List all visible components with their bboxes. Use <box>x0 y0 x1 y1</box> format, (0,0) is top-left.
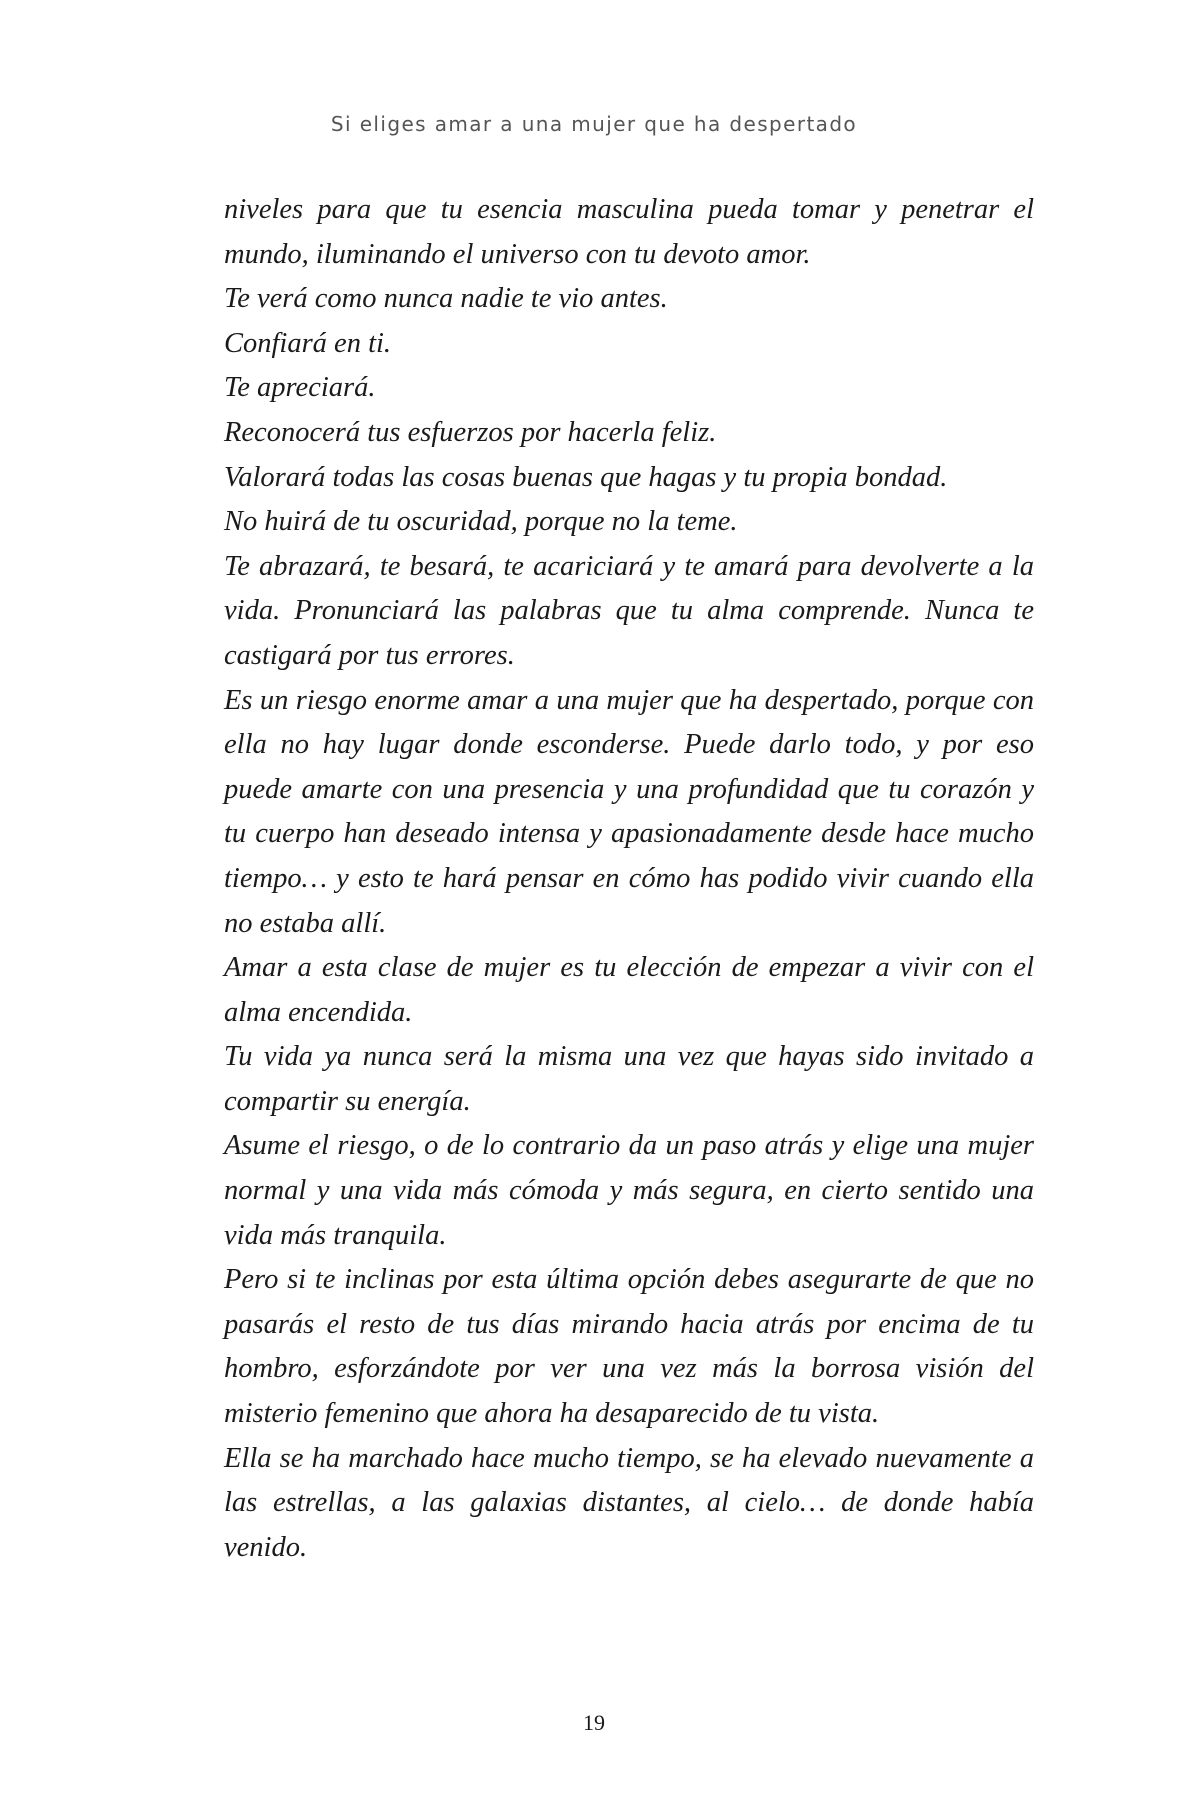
paragraph: Te abrazará, te besará, te acariciará y te amará para devolverte a la vida. Pronunciará las palabras que tu alma comprende. Nunca te castigará por tus errores. <box>224 550 1034 671</box>
page-number: 19 <box>583 1710 605 1735</box>
paragraph: Pero si te inclinas por esta última opción debes asegurarte de que no pasarás el resto de tus días mirando hacia atrás por encima de tu hombro, esforzándote por ver una vez más la borrosa visión del misterio femenino que ahora ha desaparecido de tu vista. <box>224 1264 1034 1430</box>
paragraph: Asume el riesgo, o de lo contrario da un paso atrás y elige una mujer normal y una vida más cómoda y más segura, en cierto sentido una vida más tranquila. <box>224 1130 1034 1251</box>
paragraph: Amar a esta clase de mujer es tu elección de empezar a vivir con el alma encendida. <box>224 952 1034 1028</box>
paragraph: Confiará en ti. <box>224 327 392 359</box>
running-header: Si eliges amar a una mujer que ha despertado <box>330 112 858 136</box>
paragraph: Valorará todas las cosas buenas que hagas y tu propia bondad. <box>224 461 948 493</box>
paragraph: Tu vida ya nunca será la misma una vez que hayas sido invitado a compartir su energía. <box>224 1041 1034 1117</box>
paragraph: No huirá de tu oscuridad, porque no la teme. <box>224 506 738 538</box>
body-text <box>224 188 1034 1570</box>
paragraph: Ella se ha marchado hace mucho tiempo, se ha elevado nuevamente a las estrellas, a las galaxias distantes, al cielo… de donde había venido. <box>224 1442 1034 1563</box>
paragraph: niveles para que tu esencia masculina pueda tomar y penetrar el mundo, iluminando el universo con tu devoto amor. <box>224 194 1034 270</box>
paragraph: Te apreciará. <box>224 372 376 404</box>
paragraph: Te verá como nunca nadie te vio antes. <box>224 283 668 315</box>
paragraph: Es un riesgo enorme amar a una mujer que ha despertado, porque con ella no hay lugar donde esconderse. Puede darlo todo, y por eso puede amarte con una presencia y una profundidad que tu corazón y tu cuerpo han deseado intensa y apasionadamente desde hace mucho tiempo… y esto te hará pensar en cómo has podido vivir cuando ella no estaba allí. <box>224 684 1034 939</box>
paragraph: Reconocerá tus esfuerzos por hacerla feliz. <box>224 416 717 448</box>
